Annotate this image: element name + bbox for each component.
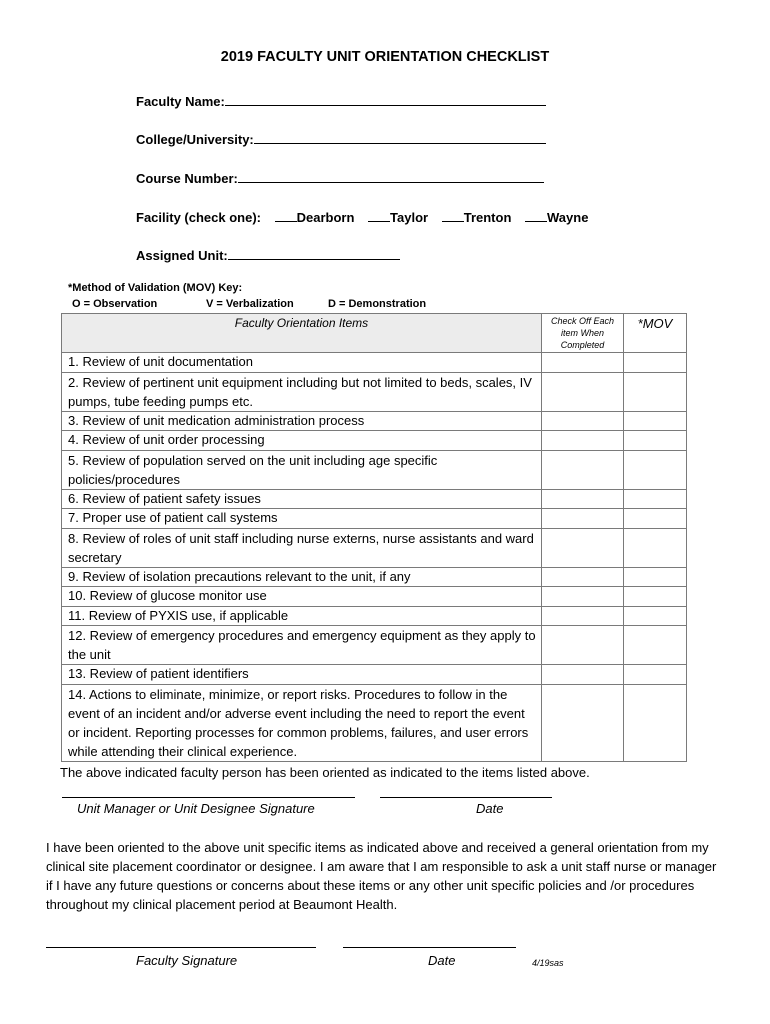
check-cell[interactable] xyxy=(542,528,624,567)
item-text: 12. Review of emergency procedures and emergency equipment as they apply to the unit xyxy=(62,626,542,665)
orientation-statement: The above indicated faculty person has been oriented as indicated to the items listed above. xyxy=(60,765,590,780)
check-cell[interactable] xyxy=(542,684,624,761)
check-cell[interactable] xyxy=(542,567,624,587)
facility-option-wayne[interactable]: Wayne xyxy=(525,209,588,225)
mov-cell[interactable] xyxy=(624,587,687,607)
item-text: 14. Actions to eliminate, minimize, or report risks. Procedures to follow in the event of an incident and/or adverse event including the need to report the event or incident. Reporting processes for common problems, failures, and user errors while attending their clinical experience. xyxy=(62,684,542,761)
mov-cell[interactable] xyxy=(624,353,687,373)
item-text: 10. Review of glucose monitor use xyxy=(62,587,542,607)
attestation-paragraph: I have been oriented to the above unit specific items as indicated above and received a general orientation from my clinical site placement coordinator or designee. I am aware that I am responsible to ask a unit staff nurse or manager if I have any future questions or concerns about these items or any other unit specific policies and /or procedures throughout my clinical placement period at Beaumont Health. xyxy=(46,840,717,912)
college-label: College/University: xyxy=(136,132,254,147)
course-number-blank[interactable] xyxy=(238,169,544,183)
item-text: 5. Review of population served on the unit including age specific policies/procedures xyxy=(62,450,542,489)
table-row xyxy=(62,509,687,529)
check-cell[interactable] xyxy=(542,353,624,373)
check-cell[interactable] xyxy=(542,509,624,529)
mov-cell[interactable] xyxy=(624,567,687,587)
facility-option-taylor[interactable]: Taylor xyxy=(368,209,428,225)
item-text: 9. Review of isolation precautions relevant to the unit, if any xyxy=(62,567,542,587)
faculty-date-label: Date xyxy=(428,953,456,968)
facility-label: Facility (check one): xyxy=(136,210,261,225)
item-text: 7. Proper use of patient call systems xyxy=(62,509,542,529)
assigned-unit-label: Assigned Unit: xyxy=(136,248,228,263)
mov-cell[interactable] xyxy=(624,489,687,509)
facility-field xyxy=(136,209,588,225)
mov-cell[interactable] xyxy=(624,509,687,529)
mov-cell[interactable] xyxy=(624,626,687,665)
course-number-field[interactable] xyxy=(136,169,544,186)
check-cell[interactable] xyxy=(542,626,624,665)
item-text: 4. Review of unit order processing xyxy=(62,431,542,451)
college-field[interactable] xyxy=(136,130,546,147)
table-row xyxy=(62,489,687,509)
check-cell[interactable] xyxy=(542,450,624,489)
mov-cell[interactable] xyxy=(624,450,687,489)
check-cell[interactable] xyxy=(542,372,624,411)
assigned-unit-blank[interactable] xyxy=(228,246,400,260)
mov-key-verbalization: V = Verbalization xyxy=(206,298,294,310)
manager-signature-line[interactable] xyxy=(62,797,355,798)
manager-signature-label: Unit Manager or Unit Designee Signature xyxy=(77,801,315,816)
table-row xyxy=(62,567,687,587)
mov-cell[interactable] xyxy=(624,372,687,411)
course-number-label: Course Number: xyxy=(136,171,238,186)
facility-option-trenton[interactable]: Trenton xyxy=(442,209,512,225)
table-row xyxy=(62,450,687,489)
table-row xyxy=(62,353,687,373)
mov-cell[interactable] xyxy=(624,684,687,761)
mov-cell[interactable] xyxy=(624,606,687,626)
table-row xyxy=(62,665,687,685)
table-row xyxy=(62,626,687,665)
manager-date-label: Date xyxy=(476,801,504,816)
faculty-signature-line[interactable] xyxy=(46,947,316,948)
revision-code: 4/19sas xyxy=(532,958,564,968)
item-text: 8. Review of roles of unit staff including nurse externs, nurse assistants and ward secretary xyxy=(62,528,542,567)
check-cell[interactable] xyxy=(542,489,624,509)
mov-cell[interactable] xyxy=(624,431,687,451)
faculty-name-field[interactable] xyxy=(136,92,546,109)
mov-key-demonstration: D = Demonstration xyxy=(328,298,427,310)
table-row xyxy=(62,431,687,451)
faculty-name-label: Faculty Name: xyxy=(136,94,225,109)
check-cell[interactable] xyxy=(542,587,624,607)
header-check-off: Check Off Each item When Completed xyxy=(542,314,624,353)
facility-option-dearborn[interactable]: Dearborn xyxy=(275,209,355,225)
item-text: 11. Review of PYXIS use, if applicable xyxy=(62,606,542,626)
table-row xyxy=(62,372,687,411)
table-row xyxy=(62,528,687,567)
check-cell[interactable] xyxy=(542,431,624,451)
faculty-name-blank[interactable] xyxy=(225,92,546,106)
manager-date-line[interactable] xyxy=(380,797,552,798)
orientation-checklist-table xyxy=(61,313,687,762)
page-title: 2019 FACULTY UNIT ORIENTATION CHECKLIST xyxy=(220,49,550,65)
mov-cell[interactable] xyxy=(624,411,687,431)
item-text: 13. Review of patient identifiers xyxy=(62,665,542,685)
table-row xyxy=(62,411,687,431)
college-blank[interactable] xyxy=(254,130,546,144)
table-row xyxy=(62,606,687,626)
item-text: 3. Review of unit medication administration process xyxy=(62,411,542,431)
header-mov: *MOV xyxy=(624,314,687,353)
faculty-date-line[interactable] xyxy=(343,947,516,948)
item-text: 2. Review of pertinent unit equipment including but not limited to beds, scales, IV pumps, tube feeding pumps etc. xyxy=(62,372,542,411)
mov-key-title: *Method of Validation (MOV) Key: xyxy=(68,282,243,294)
check-cell[interactable] xyxy=(542,665,624,685)
assigned-unit-field[interactable] xyxy=(136,246,400,263)
table-row xyxy=(62,587,687,607)
check-cell[interactable] xyxy=(542,606,624,626)
mov-cell[interactable] xyxy=(624,528,687,567)
mov-key-observation: O = Observation xyxy=(72,298,158,310)
mov-cell[interactable] xyxy=(624,665,687,685)
faculty-signature-label: Faculty Signature xyxy=(136,953,238,968)
header-items: Faculty Orientation Items xyxy=(62,314,542,353)
table-header-row xyxy=(62,314,687,353)
item-text: 1. Review of unit documentation xyxy=(62,353,542,373)
item-text: 6. Review of patient safety issues xyxy=(62,489,542,509)
table-row xyxy=(62,684,687,761)
check-cell[interactable] xyxy=(542,411,624,431)
